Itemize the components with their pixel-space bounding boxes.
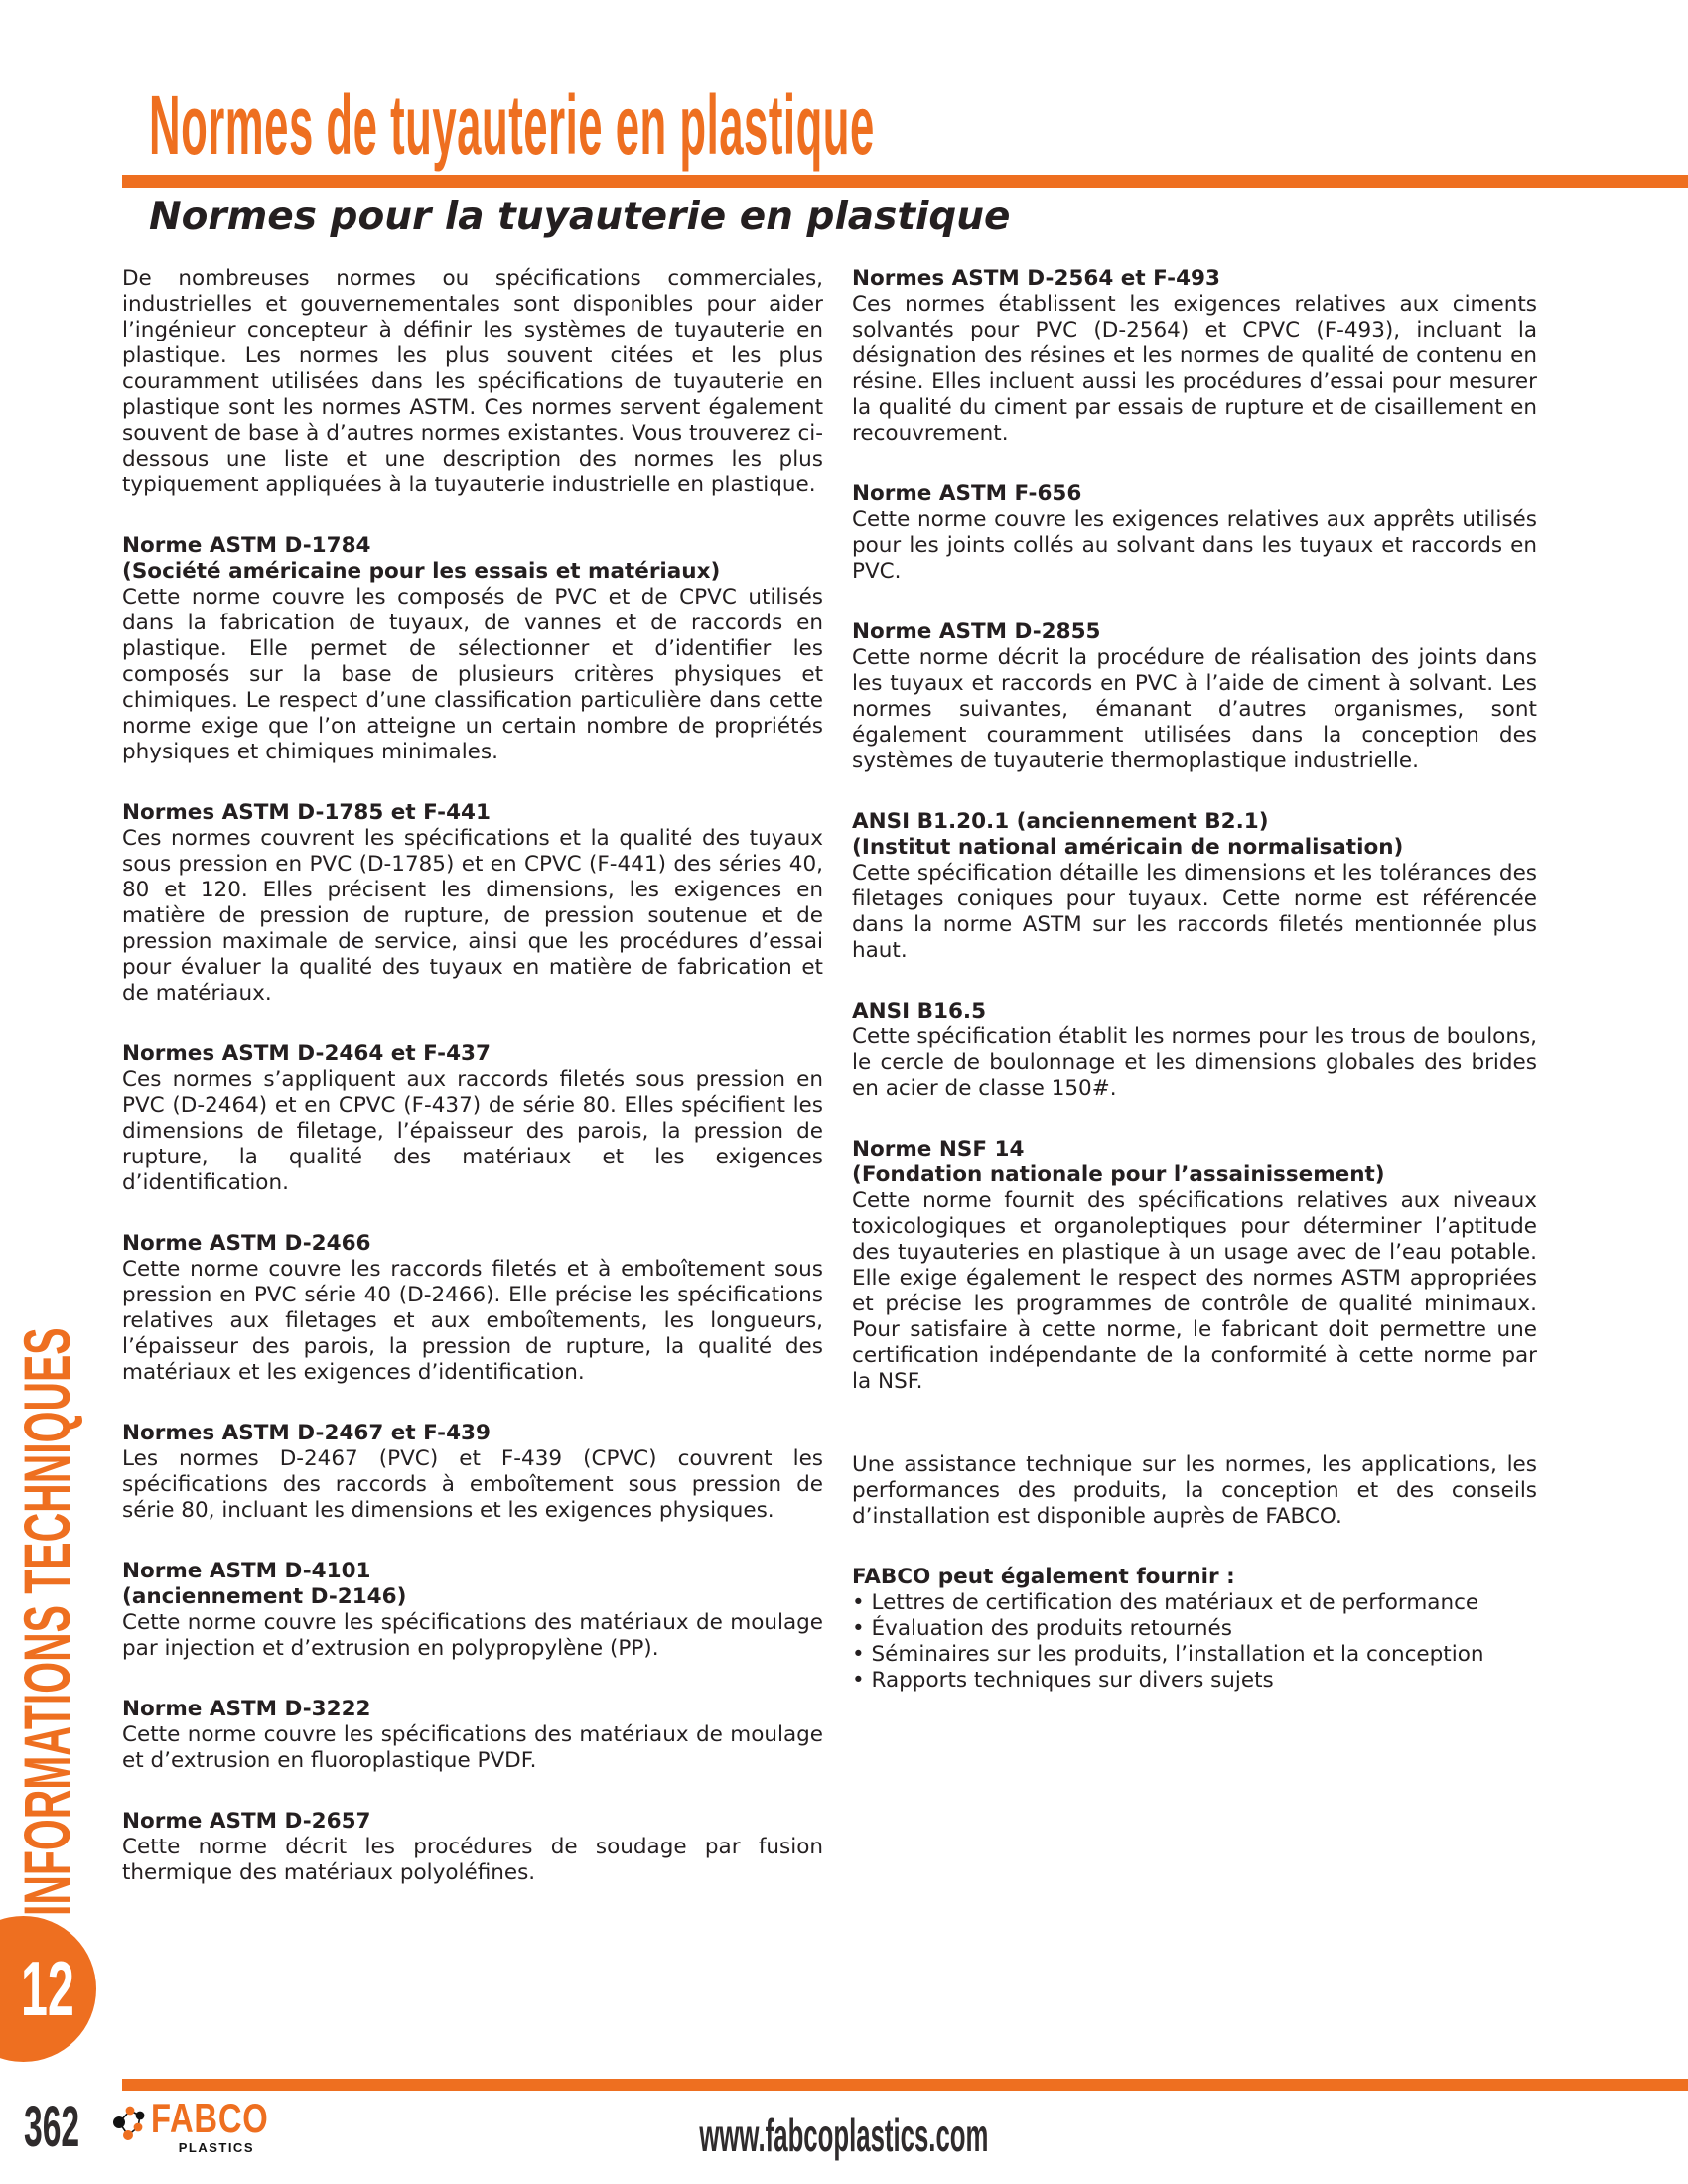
section xyxy=(122,800,823,1007)
section xyxy=(852,266,1537,447)
section-heading: ANSI B16.5 xyxy=(852,999,987,1024)
footer-website xyxy=(0,2111,1688,2160)
section-body: Cette norme couvre les composés de PVC et de CPVC utilisés dans la fabrication de tuyaux, de vannes et de raccords en plastique. Elle permet de sélectionner et d’identifier les composés sur la base de plusieurs critères physiques et chimiques. Le respect d’une classification particulière dans cette norme exige que l’on atteigne un certain nombre de propriétés physiques et chimiques minimales. xyxy=(122,585,823,764)
section xyxy=(122,1231,823,1386)
section-heading: (Fondation nationale pour l’assainissement) xyxy=(852,1162,1385,1187)
section xyxy=(122,1559,823,1662)
page-subtitle: Normes pour la tuyauterie en plastique xyxy=(149,195,1011,239)
section xyxy=(122,1697,823,1774)
section-body: Une assistance technique sur les normes, les applications, les performances des produits, la conception et des conseils d’installation est disponible auprès de FABCO. xyxy=(852,1452,1537,1529)
bullet-item: • Séminaires sur les produits, l’installation et la conception xyxy=(852,1642,1484,1667)
left-column xyxy=(122,266,823,1886)
section-heading: Norme ASTM D-1784 xyxy=(122,533,371,558)
section-body: Cette norme décrit les procédures de soudage par fusion thermique des matériaux polyoléfines. xyxy=(122,1835,823,1885)
section-heading: (anciennement D-2146) xyxy=(122,1584,407,1609)
section-heading: (Institut national américain de normalisation) xyxy=(852,835,1404,860)
section-body: Cette spécification détaille les dimensions et les tolérances des filetages coniques pour tuyaux. Cette norme est référencée dans la norme ASTM sur les raccords filetés mentionnée plus haut. xyxy=(852,861,1537,963)
footer-website-text: www.fabcoplastics.com xyxy=(699,2110,989,2161)
chapter-tab-circle xyxy=(0,1916,96,2062)
section xyxy=(122,266,823,498)
section-heading: ANSI B1.20.1 (anciennement B2.1) xyxy=(852,809,1269,834)
section-heading: Norme ASTM D-2657 xyxy=(122,1809,371,1834)
section-body: Cette norme fournit des spécifications relatives aux niveaux toxicologiques et organoleptiques pour déterminer l’aptitude des tuyauteries en plastique à un usage avec de l’eau potable. Elle exige également le respect des normes ASTM appropriées et précise les programmes de contrôle de qualité minimaux. Pour satisfaire à cette norme, le fabricant doit permettre une certification indépendante de la conformité à cette norme par la NSF. xyxy=(852,1188,1537,1394)
sidebar-vertical-label xyxy=(10,1253,83,1916)
section-heading: Norme ASTM D-3222 xyxy=(122,1697,371,1721)
section-body: Cette norme couvre les spécifications des matériaux de moulage par injection et d’extrusion en polypropylène (PP). xyxy=(122,1610,823,1661)
fabco-logo-subtext: PLASTICS xyxy=(178,2140,254,2155)
section-body: De nombreuses normes ou spécifications commerciales, industrielles et gouvernementales sont disponibles pour aider l’ingénieur concepteur à définir les systèmes de tuyauterie en plastique. Les normes les plus souvent citées et les plus couramment utilisées dans les spécifications de tuyauterie en plastique sont les normes ASTM. Ces normes servent également souvent de base à d’autres normes existantes. Vous trouverez ci-dessous une liste et une description des normes les plus typiquement appliquées à la tuyauterie industrielle en plastique. xyxy=(122,266,823,497)
section xyxy=(122,1809,823,1886)
page-title xyxy=(149,78,1544,172)
section-heading: Norme NSF 14 xyxy=(852,1137,1025,1161)
section-body: Cette norme couvre les raccords filetés et à emboîtement sous pression en PVC série 40 (D-2466). Elle précise les spécifications relatives aux filetages et aux emboîtements, les longueurs, l’épaisseur des parois, la pression de rupture, la qualité des matériaux et les exigences d’identification. xyxy=(122,1257,823,1385)
section-body: Cette norme couvre les exigences relatives aux apprêts utilisés pour les joints collés au solvant dans les tuyaux et raccords en PVC. xyxy=(852,507,1537,584)
page-title-text: Normes de tuyauterie en plastique xyxy=(149,78,875,172)
bullet-item: • Évaluation des produits retournés xyxy=(852,1616,1232,1641)
section-body: Cette norme décrit la procédure de réalisation des joints dans les tuyaux et raccords en PVC à l’aide de ciment à solvant. Les normes suivantes, émanant d’autres organismes, sont également couramment utilisées dans la conception des systèmes de tuyauterie thermoplastique industrielle. xyxy=(852,645,1537,773)
section xyxy=(852,619,1537,774)
section-body: Les normes D-2467 (PVC) et F-439 (CPVC) couvrent les spécifications des raccords à emboîtement sous pression de série 80, incluant les dimensions et les exigences physiques. xyxy=(122,1446,823,1523)
section xyxy=(122,533,823,765)
fabco-logo-wordmark: FABCO xyxy=(151,2095,269,2141)
section xyxy=(122,1041,823,1196)
sidebar-vertical-label-text: INFORMATIONS TECHNIQUES xyxy=(10,1327,83,1916)
chapter-tab-number: 12 xyxy=(21,1945,74,2032)
section-heading: Norme ASTM D-4101 xyxy=(122,1559,371,1583)
section-heading: Normes ASTM D-2467 et F-439 xyxy=(122,1421,491,1445)
section-heading: Normes ASTM D-2564 et F-493 xyxy=(852,266,1220,291)
section-heading: Norme ASTM F-656 xyxy=(852,481,1082,506)
bullet-item: • Rapports techniques sur divers sujets xyxy=(852,1668,1274,1693)
section-heading: Normes ASTM D-1785 et F-441 xyxy=(122,800,491,825)
section xyxy=(852,1565,1537,1694)
section xyxy=(852,999,1537,1102)
section-body: Cette spécification établit les normes pour les trous de boulons, le cercle de boulonnage et les dimensions globales des brides en acier de classe 150#. xyxy=(852,1024,1537,1101)
section xyxy=(852,1452,1537,1530)
section-heading: FABCO peut également fournir : xyxy=(852,1565,1235,1589)
section xyxy=(852,1137,1537,1395)
right-column xyxy=(852,266,1537,1694)
section-body: Ces normes établissent les exigences relatives aux ciments solvantés pour PVC (D-2564) et CPVC (F-493), incluant la désignation des résines et les normes de qualité de contenu en résine. Elles incluent aussi les procédures d’essai pour mesurer la qualité du ciment par essais de rupture et de cisaillement en recouvrement. xyxy=(852,292,1537,446)
bullet-item: • Lettres de certification des matériaux et de performance xyxy=(852,1590,1479,1615)
section-heading: Norme ASTM D-2466 xyxy=(122,1231,371,1256)
page-number: 362 xyxy=(24,2095,80,2159)
section-body: Ces normes couvrent les spécifications et la qualité des tuyaux sous pression en PVC (D-1785) et en CPVC (F-441) des séries 40, 80 et 120. Elles précisent les dimensions, les exigences en matière de pression de rupture, de pression soutenue et de pression maximale de service, ainsi que les procédures d’essai pour évaluer la qualité des tuyaux en matière de fabrication et de matériaux. xyxy=(122,826,823,1006)
section-heading: (Société américaine pour les essais et matériaux) xyxy=(122,559,721,584)
section-body: Ces normes s’appliquent aux raccords filetés sous pression en PVC (D-2464) et en CPVC (F-437) de série 80. Elles spécifient les dimensions de filetage, l’épaisseur des parois, la pression de rupture, la qualité des matériaux et les exigences d’identification. xyxy=(122,1067,823,1195)
section-heading: Normes ASTM D-2464 et F-437 xyxy=(122,1041,491,1066)
section-body: Cette norme couvre les spécifications des matériaux de moulage et d’extrusion en fluoroplastique PVDF. xyxy=(122,1722,823,1773)
title-rule-bar xyxy=(122,175,1688,188)
section xyxy=(852,481,1537,585)
section-heading: Norme ASTM D-2855 xyxy=(852,619,1101,644)
footer-rule-bar xyxy=(122,2079,1688,2091)
section xyxy=(122,1421,823,1524)
section xyxy=(852,809,1537,964)
